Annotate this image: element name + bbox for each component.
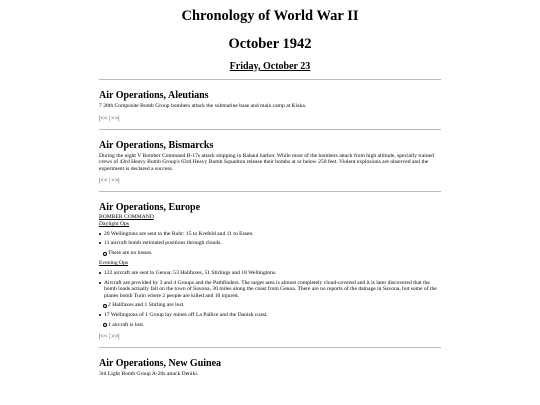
section-text: 7 28th Composite Bomb Group bombers attack the submarine base and main camp at Kiska. <box>99 103 307 109</box>
section-text: During the night V Bomber Command B-17s attack shipping in Rabaul harbor. While most of the bombers attack from high altitude, specially trained crews of 43rd Heavy Bomb Group's 63rd Heavy Bomb Squadron release their bombs at or below 250 feet. Violent explosions are observed and the experiment is declared a success. <box>99 152 434 172</box>
evening-ops-list <box>99 270 441 328</box>
list-item: 20 Wellingtons are sent to the Ruhr: 15 to Krefeld and 11 to Essen. <box>99 231 441 238</box>
divider <box>99 347 441 348</box>
list-item: 17 Wellingtons of 1 Group lay mines off La Pallice and the Danish coast. <box>99 312 441 319</box>
date-heading: Friday, October 23 <box>229 61 311 72</box>
list-item: 122 aircraft are sent to Genoa: 53 Halifaxes, 51 Stirlings and 18 Wellingtons. <box>99 270 441 277</box>
next-link[interactable]: >>| <box>110 177 120 185</box>
list-item: 11 aircraft bomb estimated positions through clouds. <box>99 240 441 247</box>
evening-ops-label: Evening Ops <box>99 260 129 267</box>
page <box>99 0 441 378</box>
section-aleutians <box>99 90 441 130</box>
next-link[interactable]: >>| <box>110 114 120 122</box>
command-label: BOMBER COMMAND <box>99 214 154 221</box>
section-new-guinea <box>99 358 441 378</box>
list-subitem: 2 Halifaxes and 1 Stirling are lost. <box>103 302 441 309</box>
prev-link[interactable]: |<< <box>99 177 108 185</box>
list-subitem: 1 aircraft is lost. <box>103 322 441 329</box>
divider <box>99 191 441 192</box>
list-subitem: There are no losses. <box>103 250 441 257</box>
next-link[interactable]: >>| <box>110 333 120 341</box>
section-title: Air Operations, Bismarcks <box>99 139 214 151</box>
prev-link[interactable]: |<< <box>99 114 108 122</box>
daylight-ops-list <box>99 231 441 257</box>
section-title: Air Operations, New Guinea <box>99 358 222 370</box>
section-title: Air Operations, Europe <box>99 202 201 214</box>
nav-separator: | <box>108 177 110 185</box>
nav-links <box>99 177 441 185</box>
page-subtitle: October 1942 <box>228 36 312 52</box>
divider <box>99 129 441 130</box>
nav-separator: | <box>108 333 110 341</box>
nav-links <box>99 333 441 341</box>
list-item: Aircraft are provided by 3 and 4 Groups and the Pathfinders. The target area is almost completely cloud-covered and it is later discovered that the bomb loads actually fall on the town of Savona, 30 miles along the coast from Genoa. There are no reports of the damage in Savona, but some of the planes bomb Turin where 2 people are killed and 10 injured. <box>99 280 441 300</box>
page-title: Chronology of World War II <box>181 8 359 24</box>
nav-links <box>99 115 441 123</box>
prev-link[interactable]: |<< <box>99 333 108 341</box>
section-europe <box>99 202 441 348</box>
daylight-ops-label: Daylight Ops <box>99 220 129 227</box>
divider <box>99 79 441 80</box>
section-text: 3rd Light Bomb Group A-20s attack Deniki. <box>99 371 199 378</box>
section-title: Air Operations, Aleutians <box>99 90 209 101</box>
section-bismarcks <box>99 140 441 193</box>
nav-separator: | <box>108 114 110 122</box>
